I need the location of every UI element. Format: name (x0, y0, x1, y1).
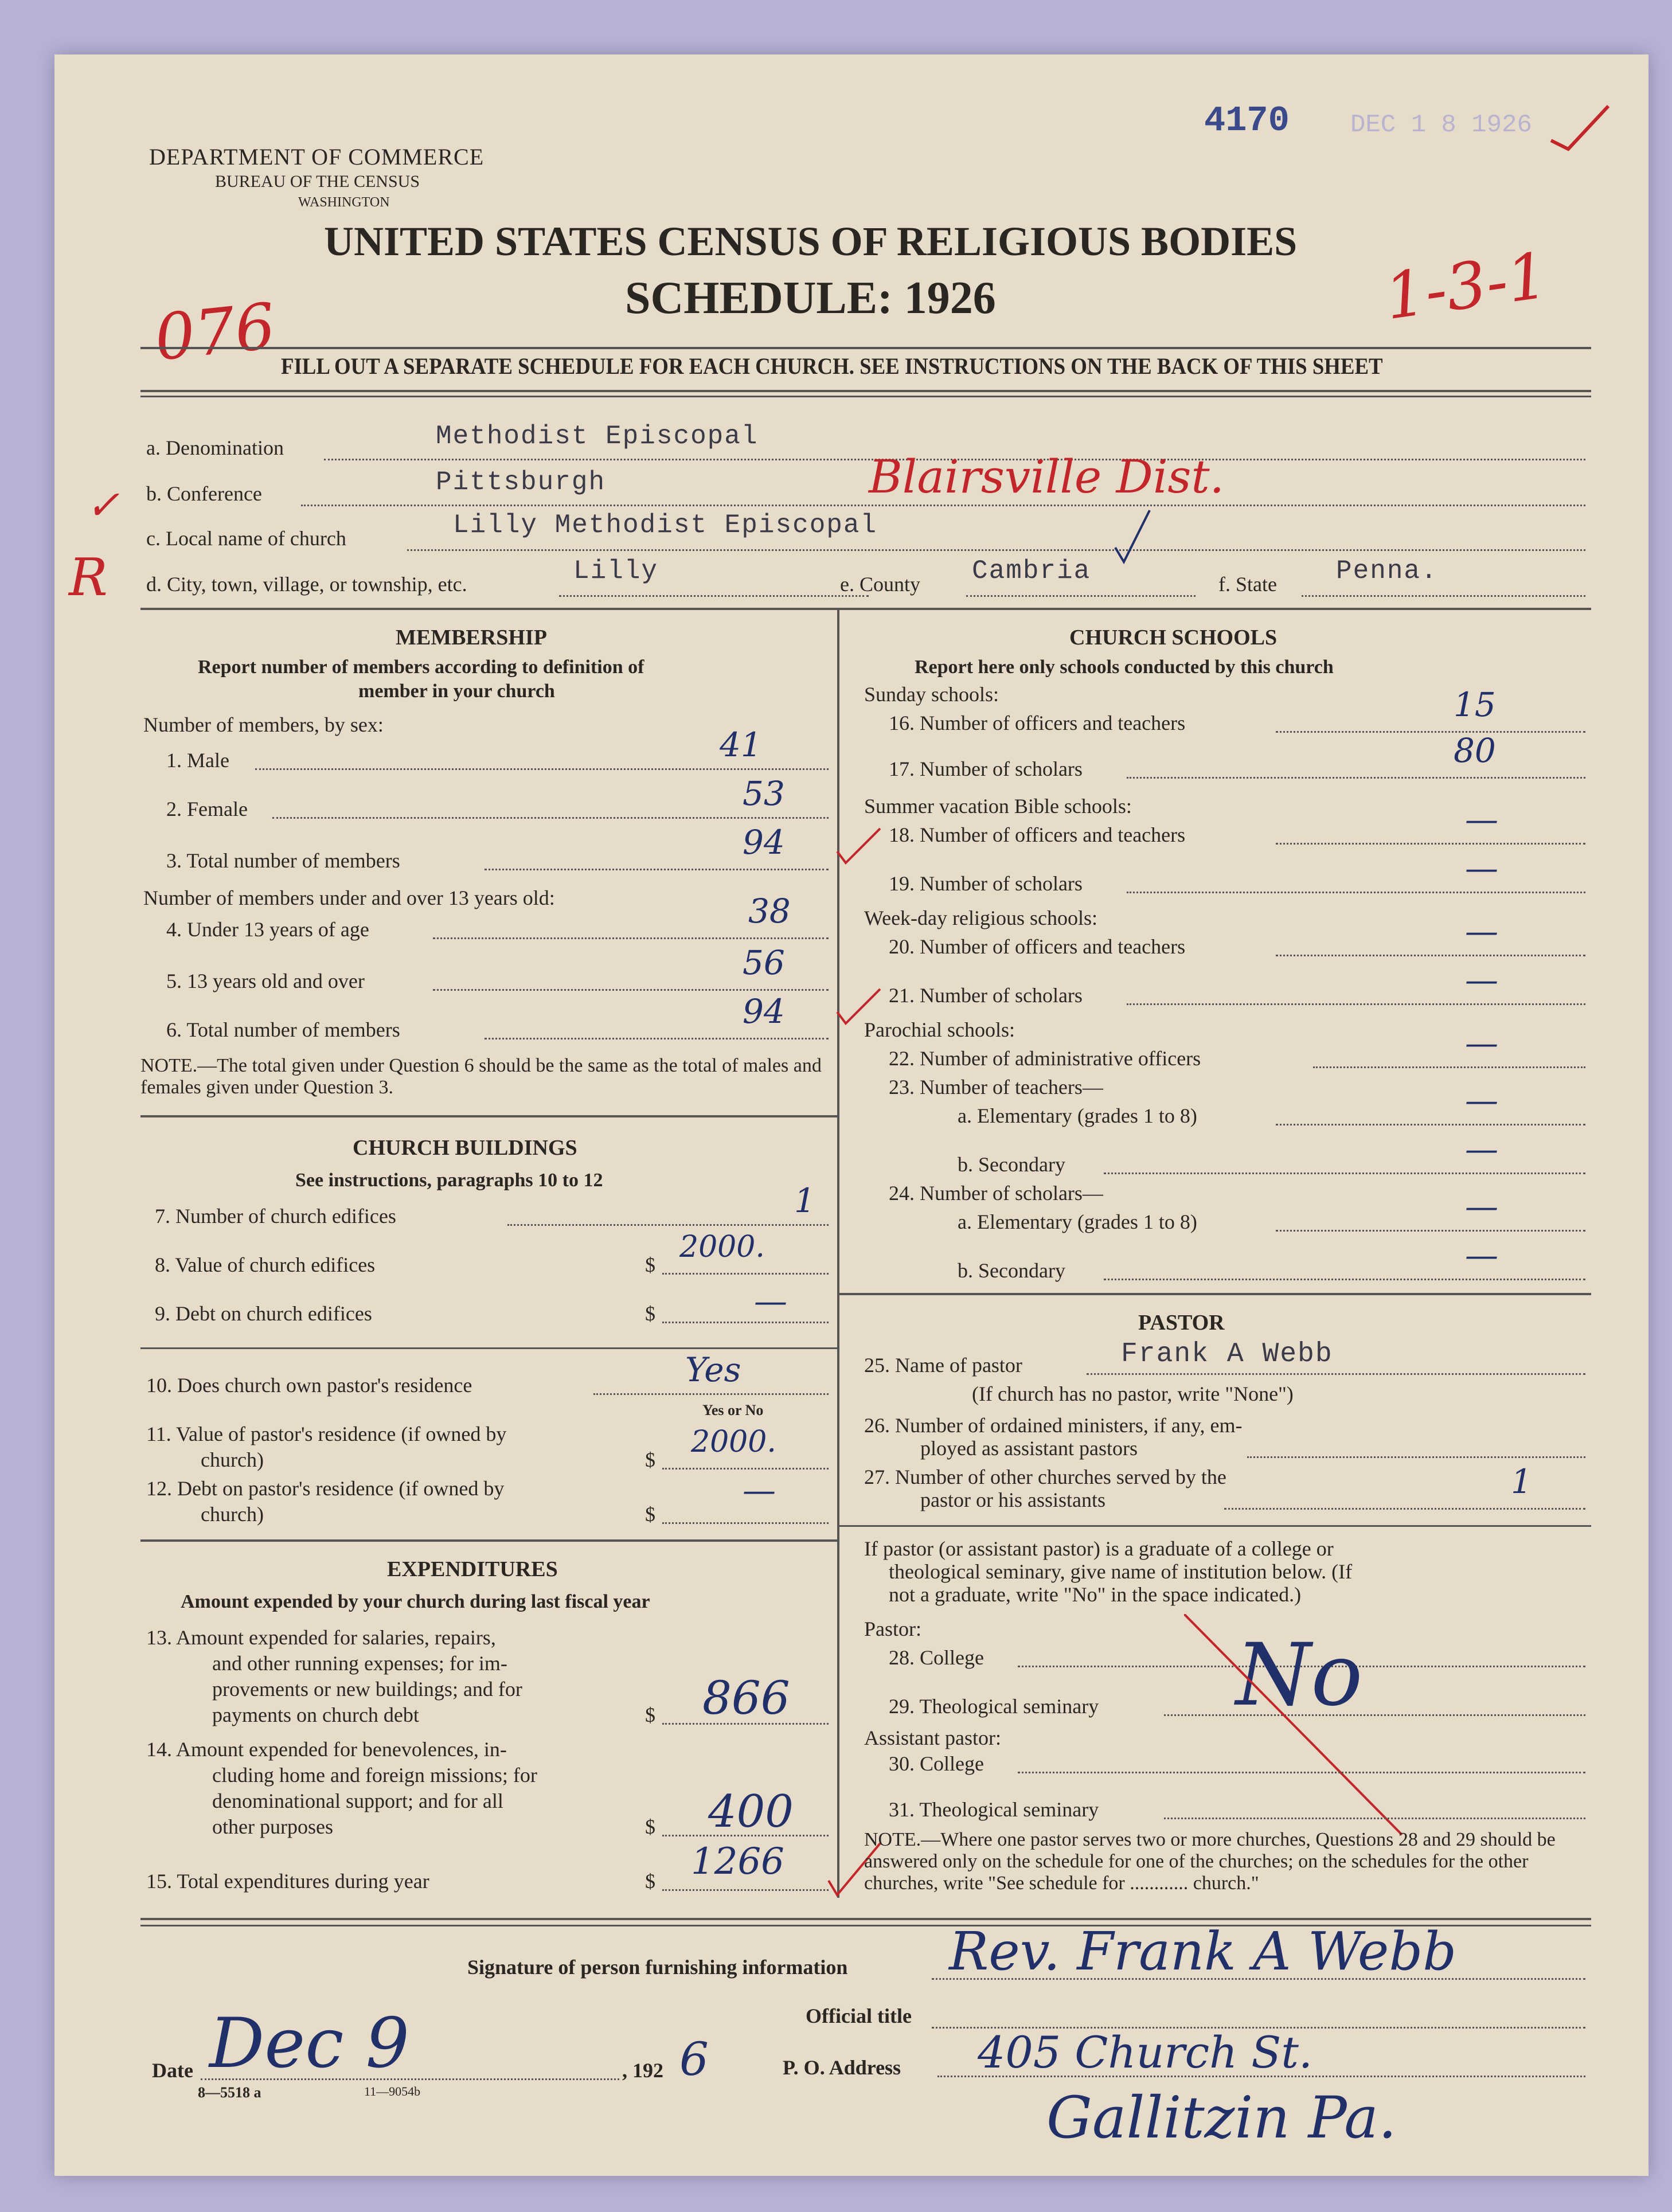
q26-label-2: ployed as assistant pastors (920, 1437, 1138, 1460)
q25-label: 25. Name of pastor (864, 1354, 1022, 1377)
pastor-note: NOTE.—Where one pastor serves two or more churches, Questions 28 and 29 should be answered only on the schedule for one of the churches; on the schedules for the other churches, write "See schedule for ............ church." (864, 1829, 1556, 1894)
local-name-value: Lilly Methodist Episcopal (453, 510, 878, 540)
signature-value: Rev. Frank A Webb (949, 1921, 1457, 1982)
city-value: Lilly (573, 556, 659, 586)
expenditures-instruction: Amount expended by your church during last fiscal year (181, 1591, 650, 1612)
membership-instruction-1: Report number of members according to definition of (198, 656, 644, 678)
q8-label: 8. Value of church edifices (155, 1253, 376, 1276)
red-handwritten-mark: 1-3-1 (1380, 238, 1552, 334)
q23b-value: — (1465, 1130, 1498, 1168)
state-value: Penna. (1336, 556, 1438, 586)
q19-value: — (1465, 849, 1498, 888)
q9-value: — (754, 1281, 787, 1320)
buildings-instruction: See instructions, paragraphs 10 to 12 (295, 1170, 603, 1191)
q13-line-3: provements or new buildings; and for (212, 1678, 522, 1701)
date-label: Date (152, 2059, 193, 2082)
form-number-1: 8—5518 a (198, 2084, 261, 2101)
conference-label: b. Conference (146, 482, 262, 505)
q15-value: 1266 (691, 1840, 784, 1883)
q14-value: 400 (708, 1786, 794, 1838)
form-number-2: 11—9054b (364, 2084, 421, 2098)
q8-value: 2000. (679, 1230, 765, 1264)
q19-label: 19. Number of scholars (889, 872, 1083, 895)
q24b-label: b. Secondary (958, 1259, 1065, 1282)
expenditures-heading: EXPENDITURES (387, 1557, 558, 1581)
graduate-instruction-3: not a graduate, write "No" in the space indicated.) (889, 1583, 1302, 1606)
red-strike-icon (1184, 1614, 1413, 1843)
q20-value: — (1465, 912, 1498, 951)
q14-line-3: denominational support; and for all (212, 1789, 503, 1812)
schools-instruction: Report here only schools conducted by this church (915, 656, 1334, 678)
q22-label: 22. Number of administrative officers (889, 1047, 1201, 1070)
department-heading: DEPARTMENT OF COMMERCE (149, 144, 485, 170)
denomination-label: a. Denomination (146, 436, 284, 459)
q25-note: (If church has no pastor, write "None") (972, 1382, 1294, 1405)
q13-line-2: and other running expenses; for im- (212, 1652, 507, 1675)
receipt-stamp-date: DEC 1 8 1926 (1350, 111, 1532, 139)
q12-value: — (743, 1471, 776, 1510)
po-address-line-2: Gallitzin Pa. (1046, 2084, 1397, 2151)
pastor-heading: PASTOR (1138, 1311, 1225, 1335)
q27-label-1: 27. Number of other churches served by the (864, 1465, 1226, 1488)
q2-label: 2. Female (166, 798, 248, 820)
district-handwritten: Blairsville Dist. (869, 450, 1225, 503)
conference-value: Pittsburgh (436, 467, 606, 497)
q28-label: 28. College (889, 1646, 984, 1669)
q17-label: 17. Number of scholars (889, 757, 1083, 780)
q24a-label: a. Elementary (grades 1 to 8) (958, 1210, 1197, 1233)
q14-line-2: cluding home and foreign missions; for (212, 1764, 537, 1787)
margin-check-icon: ✓ (86, 482, 120, 529)
summer-schools-label: Summer vacation Bible schools: (864, 795, 1132, 818)
q13-value: 866 (702, 1671, 790, 1725)
q27-value: 1 (1511, 1462, 1532, 1501)
q13-line-4: payments on church debt (212, 1703, 419, 1726)
year-digit: 6 (679, 2033, 709, 2086)
graduate-instruction-2: theological seminary, give name of institution below. (If (889, 1560, 1353, 1583)
weekday-schools-label: Week-day religious schools: (864, 906, 1098, 929)
q16-label: 16. Number of officers and teachers (889, 712, 1186, 734)
q13-line-1: 13. Amount expended for salaries, repairs, (146, 1626, 496, 1649)
official-title-label: Official title (806, 2004, 912, 2027)
instruction-banner: FILL OUT A SEPARATE SCHEDULE FOR EACH CHURCH. SEE INSTRUCTIONS ON THE BACK OF THIS SHEET (281, 353, 1383, 379)
schools-heading: CHURCH SCHOOLS (1069, 626, 1278, 650)
q23b-label: b. Secondary (958, 1153, 1065, 1176)
q3-value: 94 (743, 823, 785, 862)
q26-label-1: 26. Number of ordained ministers, if any, em- (864, 1414, 1243, 1437)
local-name-label: c. Local name of church (146, 527, 346, 550)
q5-value: 56 (743, 943, 785, 982)
blue-checkmark-icon (1110, 507, 1155, 565)
q3-label: 3. Total number of members (166, 849, 400, 872)
q25-value: Frank A Webb (1121, 1339, 1333, 1370)
q4-value: 38 (748, 892, 791, 931)
red-checkmark-icon (1545, 100, 1614, 152)
q9-dollar: $ (645, 1302, 655, 1325)
q24-label: 24. Number of scholars— (889, 1182, 1103, 1205)
q16-value: 15 (1454, 685, 1496, 724)
q12-dollar: $ (645, 1503, 655, 1526)
q15-dollar: $ (645, 1870, 655, 1893)
q2-value: 53 (743, 774, 785, 813)
census-schedule-sheet (54, 54, 1648, 2176)
members-by-sex-label: Number of members, by sex: (143, 713, 384, 736)
q1-value: 41 (720, 725, 762, 764)
no-handwritten: No (1236, 1625, 1363, 1725)
q20-label: 20. Number of officers and teachers (889, 935, 1186, 958)
q23a-value: — (1465, 1081, 1498, 1120)
q30-label: 30. College (889, 1752, 984, 1775)
q11-dollar: $ (645, 1448, 655, 1471)
po-address-label: P. O. Address (783, 2056, 901, 2079)
membership-heading: MEMBERSHIP (396, 626, 547, 650)
q14-line-1: 14. Amount expended for benevolences, in- (146, 1738, 507, 1761)
year-prefix: , 192 (622, 2059, 663, 2082)
signature-label: Signature of person furnishing information (467, 1956, 848, 1979)
q5-label: 5. 13 years old and over (166, 970, 365, 992)
q12-label-1: 12. Debt on pastor's residence (if owned by (146, 1477, 505, 1500)
q11-value: 2000. (691, 1425, 776, 1459)
membership-instruction-2: member in your church (358, 681, 555, 702)
q18-value: — (1465, 800, 1498, 839)
q23a-label: a. Elementary (grades 1 to 8) (958, 1104, 1197, 1127)
q13-dollar: $ (645, 1703, 655, 1726)
parochial-schools-label: Parochial schools: (864, 1018, 1015, 1041)
county-label: e. County (840, 573, 920, 596)
q24b-value: — (1465, 1236, 1498, 1275)
q17-value: 80 (1454, 731, 1496, 770)
q24a-value: — (1465, 1187, 1498, 1226)
q21-label: 21. Number of scholars (889, 984, 1083, 1007)
denomination-value: Methodist Episcopal (436, 421, 759, 451)
city-heading: WASHINGTON (298, 195, 390, 210)
po-address-line-1: 405 Church St. (978, 2027, 1313, 2078)
q27-label-2: pastor or his assistants (920, 1488, 1105, 1511)
schedule-title: SCHEDULE: 1926 (625, 273, 996, 323)
buildings-heading: CHURCH BUILDINGS (353, 1136, 577, 1160)
q8-dollar: $ (645, 1253, 655, 1276)
q10-value: Yes (685, 1350, 741, 1389)
yes-no-hint: Yes or No (702, 1402, 764, 1418)
form-title: UNITED STATES CENSUS OF RELIGIOUS BODIES (324, 218, 1298, 264)
sunday-schools-label: Sunday schools: (864, 683, 999, 706)
q14-line-4: other purposes (212, 1815, 333, 1838)
q11-label-2: church) (201, 1448, 264, 1471)
q7-value: 1 (794, 1181, 815, 1220)
red-checkmark-q3-icon (834, 817, 886, 869)
q22-value: — (1465, 1023, 1498, 1062)
graduate-instruction-1: If pastor (or assistant pastor) is a graduate of a college or (864, 1537, 1334, 1560)
receipt-stamp-number: 4170 (1204, 100, 1290, 141)
q12-label-2: church) (201, 1503, 264, 1526)
q6-label: 6. Total number of members (166, 1018, 400, 1041)
q15-label: 15. Total expenditures during year (146, 1870, 429, 1893)
q6-value: 94 (743, 992, 785, 1031)
assistant-pastor-sublabel: Assistant pastor: (864, 1726, 1001, 1749)
q7-label: 7. Number of church edifices (155, 1205, 396, 1228)
county-value: Cambria (972, 556, 1091, 586)
q21-value: — (1465, 960, 1498, 999)
q23-label: 23. Number of teachers— (889, 1076, 1103, 1099)
bureau-heading: BUREAU OF THE CENSUS (215, 172, 420, 191)
state-label: f. State (1218, 573, 1277, 596)
pastor-sublabel: Pastor: (864, 1617, 922, 1640)
q14-dollar: $ (645, 1815, 655, 1838)
membership-note: NOTE.—The total given under Question 6 should be the same as the total of males and females given under Question 3. (140, 1055, 822, 1098)
q18-label: 18. Number of officers and teachers (889, 823, 1186, 846)
q29-label: 29. Theological seminary (889, 1695, 1099, 1718)
margin-r-mark: R (69, 548, 108, 608)
members-by-age-label: Number of members under and over 13 years old: (143, 886, 555, 909)
q4-label: 4. Under 13 years of age (166, 918, 369, 941)
q31-label: 31. Theological seminary (889, 1798, 1099, 1821)
q11-label-1: 11. Value of pastor's residence (if owned by (146, 1422, 507, 1445)
red-handwritten-code: 076 (151, 289, 279, 375)
q1-label: 1. Male (166, 749, 229, 772)
q10-label: 10. Does church own pastor's residence (146, 1374, 472, 1397)
q9-label: 9. Debt on church edifices (155, 1302, 372, 1325)
city-label: d. City, town, village, or township, etc. (146, 573, 467, 596)
date-value: Dec 9 (209, 2004, 409, 2084)
